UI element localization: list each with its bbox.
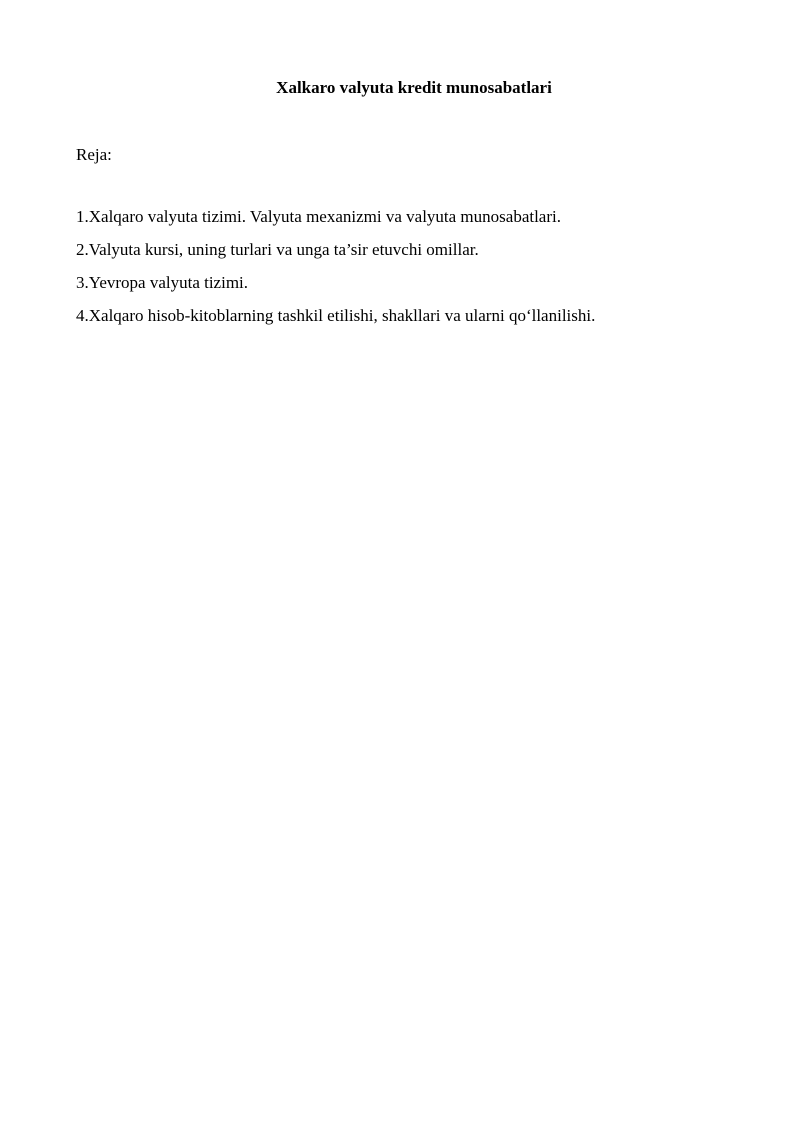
plan-item: 1.Xalqaro valyuta tizimi. Valyuta mexanizmi va valyuta munosabatlari. (76, 207, 561, 226)
plan-item: 4.Xalqaro hisob-kitoblarning tashkil etilishi, shakllari va ularni qo‘llanilishi. (76, 306, 596, 325)
plan-item: 3.Yevropa valyuta tizimi. (76, 273, 249, 292)
plan-item: 2.Valyuta kursi, uning turlari va unga ta’sir etuvchi omillar. (76, 240, 479, 259)
plan-label: Reja: (76, 145, 112, 164)
plan-list (76, 206, 595, 338)
document-title: Xalkaro valyuta kredit munosabatlari (276, 78, 552, 97)
